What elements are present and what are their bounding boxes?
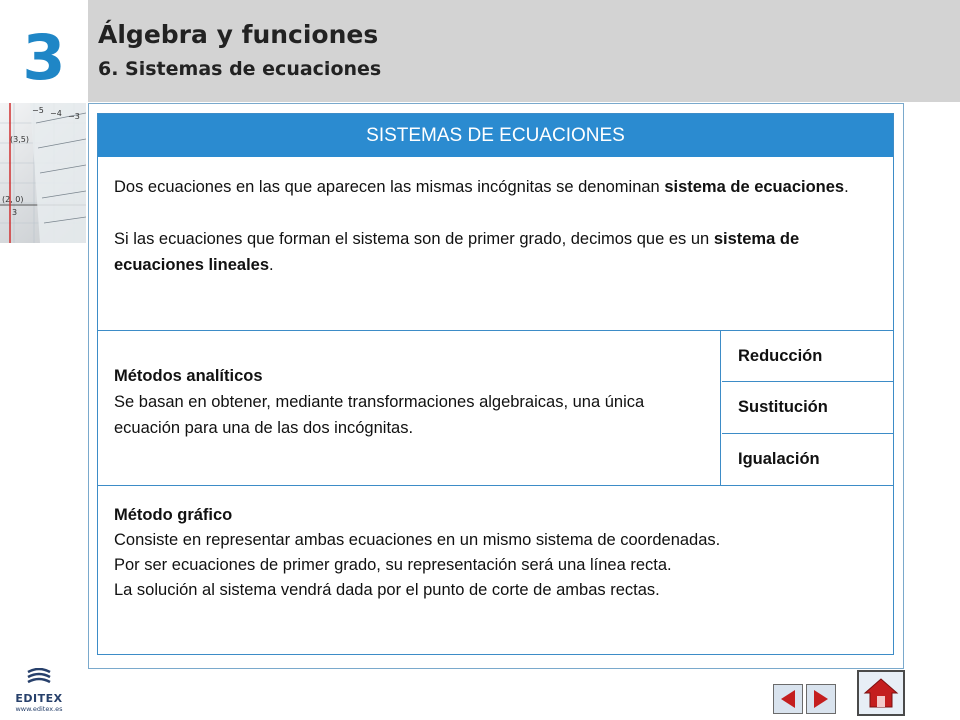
graphic-method-line: La solución al sistema vendrá dada por el punto de corte de ambas rectas.	[114, 581, 660, 599]
definition-end: .	[844, 178, 849, 196]
logo-name: EDITEX	[15, 692, 63, 705]
point-label: (3,5)	[10, 135, 29, 144]
analytic-methods-row	[98, 331, 893, 486]
analytic-methods-cell	[98, 331, 721, 485]
summary-table	[97, 113, 894, 655]
analytic-methods-title: Métodos analíticos	[114, 367, 263, 385]
axis-label: −3	[68, 112, 80, 121]
triangle-right-icon	[811, 688, 831, 710]
point-label: (2, 0)	[2, 195, 24, 204]
page-title: Álgebra y funciones	[98, 20, 379, 49]
definition-row	[98, 157, 893, 331]
analytic-methods-description: Se basan en obtener, mediante transformaciones algebraicas, una única ecuación para una de las dos incógnitas.	[114, 393, 645, 437]
graphic-method-line: Por ser ecuaciones de primer grado, su representación será una línea recta.	[114, 556, 672, 574]
graphic-method-line: Consiste en representar ambas ecuaciones en un mismo sistema de coordenadas.	[114, 531, 721, 549]
linear-definition-paragraph	[114, 226, 877, 278]
chapter-number: 3	[22, 21, 66, 94]
linear-definition-end: .	[269, 256, 274, 274]
method-equalization: Igualación	[738, 450, 820, 468]
home-icon	[863, 676, 899, 710]
graph-paper-illustration	[0, 103, 86, 243]
graph-paper-image	[0, 103, 86, 243]
header-band	[88, 0, 960, 102]
next-slide-button[interactable]	[806, 684, 836, 714]
definition-paragraph	[114, 174, 877, 200]
graphic-method-row	[98, 486, 893, 654]
definition-text: Dos ecuaciones en las que aparecen las mismas incógnitas se denominan	[114, 178, 660, 196]
editex-logo-icon	[24, 668, 54, 686]
method-reduction: Reducción	[722, 331, 893, 382]
triangle-left-icon	[778, 688, 798, 710]
linear-definition-text: Si las ecuaciones que forman el sistema son de primer grado, decimos que es un	[114, 230, 710, 248]
axis-label: 3	[12, 208, 18, 217]
linear-definition-term: sistema de ecuaciones lineales	[114, 230, 800, 274]
definition-term: sistema de ecuaciones	[664, 178, 845, 196]
page-subtitle: 6. Sistemas de ecuaciones	[98, 58, 382, 80]
axis-label: −5	[32, 106, 44, 115]
method-substitution: Sustitución	[722, 382, 893, 434]
graphic-method-title: Método gráfico	[114, 506, 233, 524]
editex-logo	[14, 668, 64, 714]
logo-url: www.editex.es	[15, 705, 63, 713]
previous-slide-button[interactable]	[773, 684, 803, 714]
table-heading: SISTEMAS DE ECUACIONES	[98, 114, 893, 157]
axis-label: −4	[50, 109, 62, 118]
home-button[interactable]	[857, 670, 905, 716]
